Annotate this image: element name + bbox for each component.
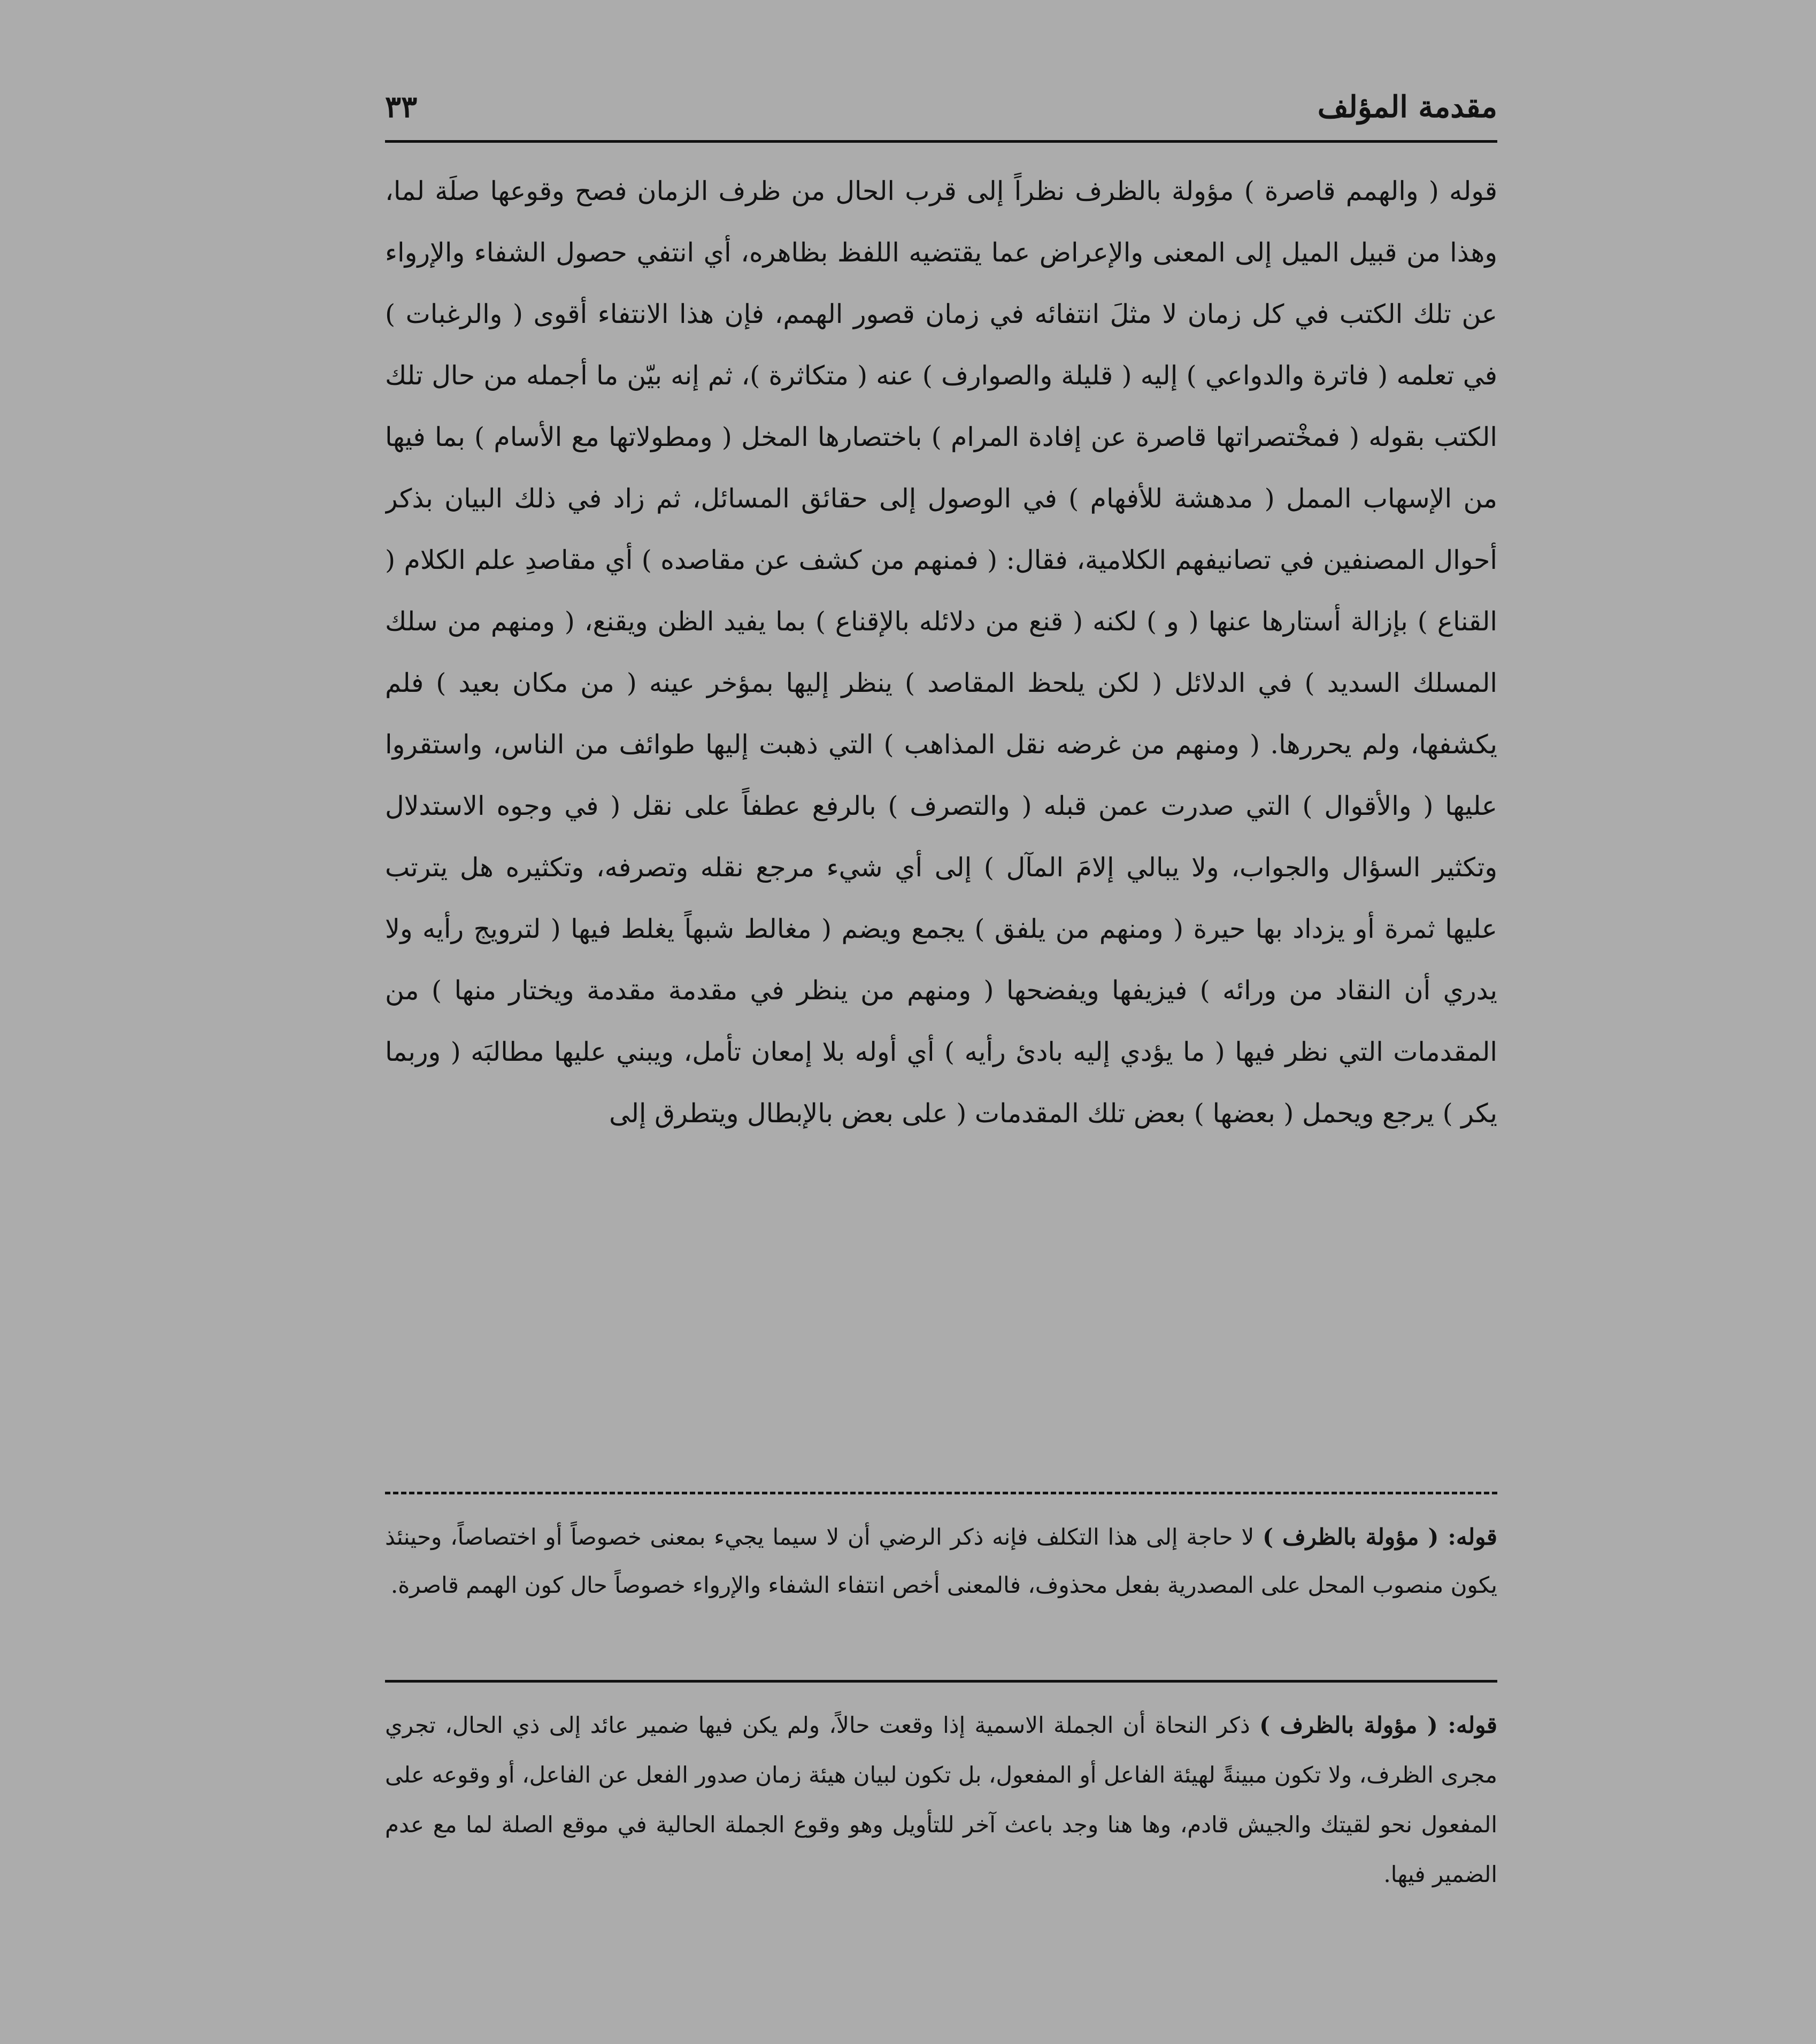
footnote-1-text: لا حاجة إلى هذا التكلف فإنه ذكر الرضي أن لا سيما يجيء بمعنى خصوصاً أو اختصاصاً، وحينئذ يكون منصوب المحل على المصدرية بفعل محذوف، فالمعنى أخص انتفاء الشفاء والإرواء خصوصاً حال كون الهمم قاصرة. xyxy=(385,1524,1497,1598)
footnote-2-text: ذكر النحاة أن الجملة الاسمية إذا وقعت حالاً، ولم يكن فيها ضمير عائد إلى ذي الحال، تجري مجرى الظرف، ولا تكون مبينةً لهيئة الفاعل أو المفعول، بل تكون لبيان هيئة زمان صدور الفعل عن الفاعل، أو وقوعه على المفعول نحو لقيتك والجيش قادم، وها هنا وجد باعث آخر للتأويل وهو وقوع الجملة الحالية في موقع الصلة لما مع عدم الضمير فيها. xyxy=(385,1712,1497,1887)
dashed-divider xyxy=(385,1492,1497,1494)
solid-divider xyxy=(385,1680,1497,1683)
footnote-1 xyxy=(385,1513,1497,1668)
running-title: مقدمة المؤلف xyxy=(1317,89,1497,125)
page-number: ٣٣ xyxy=(385,89,418,125)
page-header xyxy=(385,80,1497,139)
main-text: قوله ( والهمم قاصرة ) مؤولة بالظرف نظراً إلى قرب الحال من ظرف الزمان فصح وقوعها صلَة لما، وهذا من قبيل الميل إلى المعنى والإعراض عما يقتضيه اللفظ بظاهره، أي انتفي حصول الشفاء والإرواء عن تلك الكتب في كل زمان لا مثلَ انتفائه في زمان قصور الهمم، فإن هذا الانتفاء أقوى ( والرغبات ) في تعلمه ( فاترة والدواعي ) إليه ( قليلة والصوارف ) عنه ( متكاثرة )، ثم إنه بيّن ما أجمله من حال تلك الكتب بقوله ( فمخْتصراتها قاصرة عن إفادة المرام ) باختصارها المخل ( ومطولاتها مع الأسام ) بما فيها من الإسهاب الممل ( مدهشة للأفهام ) في الوصول إلى حقائق المسائل، ثم زاد في ذلك البيان بذكر أحوال المصنفين في تصانيفهم الكلامية، فقال: ( فمنهم من كشف عن مقاصده ) أي مقاصدِ علم الكلام ( القناع ) بإزالة أستارها عنها ( و ) لكنه ( قنع من دلائله بالإقناع ) بما يفيد الظن ويقنع، ( ومنهم من سلك المسلك السديد ) في الدلائل ( لكن يلحظ المقاصد ) ينظر إليها بمؤخر عينه ( من مكان بعيد ) فلم يكشفها، ولم يحررها. ( ومنهم من غرضه نقل المذاهب ) التي ذهبت إليها طوائف من الناس، واستقروا عليها ( والأقوال ) التي صدرت عمن قبله ( والتصرف ) بالرفع عطفاً على نقل ( في وجوه الاستدلال وتكثير السؤال والجواب، ولا يبالي إلامَ المآل ) إلى أي شيء مرجع نقله وتصرفه، وتكثيره هل يترتب عليها ثمرة أو يزداد بها حيرة ( ومنهم من يلفق ) يجمع ويضم ( مغالط شبهاً يغلط فيها ( لترويج رأيه ولا يدري أن النقاد من ورائه ) فيزيفها ويفضحها ( ومنهم من ينظر في مقدمة مقدمة ويختار منها ) من المقدمات التي نظر فيها ( ما يؤدي إليه بادئ رأيه ) أي أوله بلا إمعان تأمل، ويبني عليها مطالبَه ( وربما يكر ) يرجع ويحمل ( بعضها ) بعض تلك المقدمات ( على بعض بالإبطال ويتطرق إلى xyxy=(385,176,1497,1129)
footnote-2 xyxy=(385,1700,1497,1978)
book-page xyxy=(385,80,1497,2005)
header-rule xyxy=(385,140,1497,143)
footnote-1-lead: قوله: ( مؤولة بالظرف ) xyxy=(1263,1524,1497,1550)
footnote-2-lead: قوله: ( مؤولة بالظرف ) xyxy=(1259,1712,1497,1738)
